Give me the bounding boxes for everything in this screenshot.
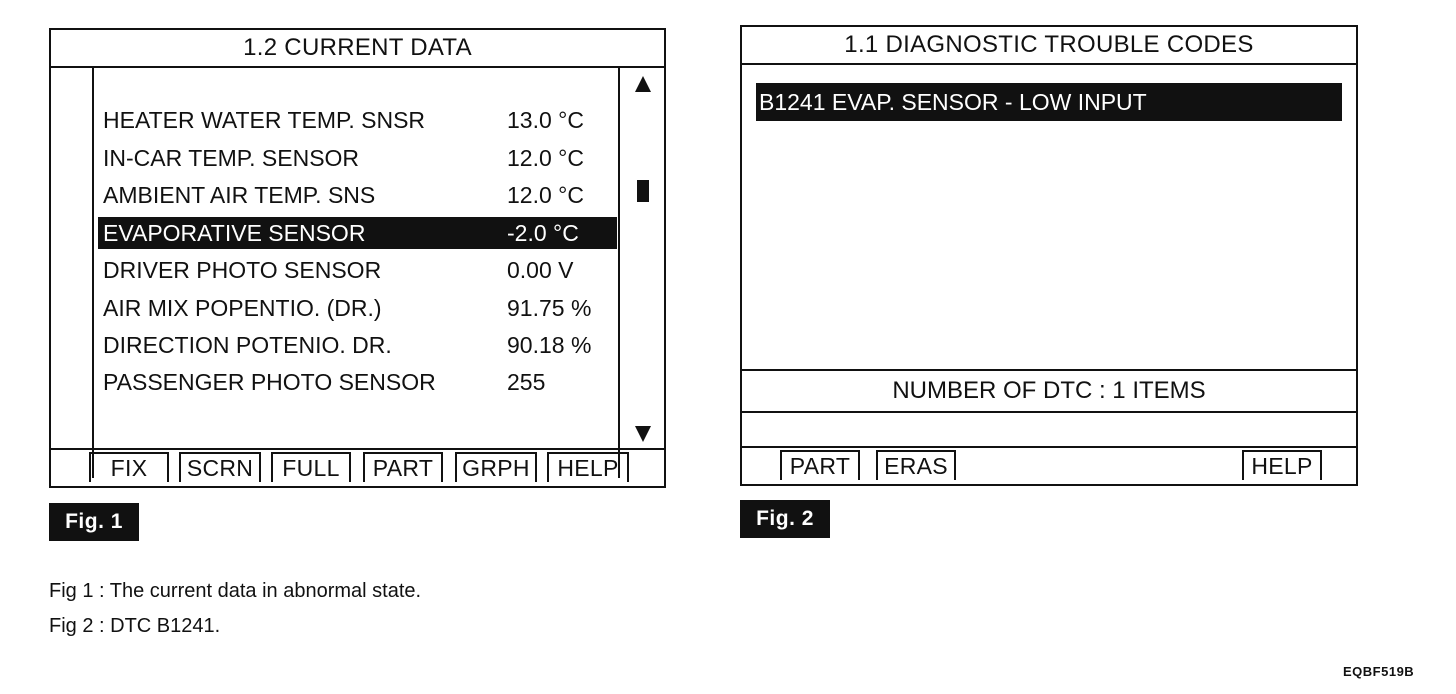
data-row-value: 0.00 V [507,257,574,283]
part-button[interactable]: PART [780,450,860,480]
scroll-up-icon[interactable] [635,76,651,92]
eras-button[interactable]: ERAS [876,450,956,480]
data-row-label: PASSENGER PHOTO SENSOR [103,369,436,395]
data-row-value: 255 [507,369,546,395]
figure-label: Fig. 1 [49,503,139,541]
fix-button[interactable]: FIX [89,452,169,482]
dtc-screen [740,25,1358,486]
document-code: EQBF519B [1343,664,1415,679]
data-row-label: EVAPORATIVE SENSOR [103,220,366,246]
data-row[interactable] [98,254,617,286]
data-row[interactable] [98,329,617,361]
current-data-title: 1.2 CURRENT DATA [51,30,664,68]
help-button[interactable]: HELP [547,452,629,482]
data-row[interactable] [98,104,617,136]
help-button[interactable]: HELP [1242,450,1322,480]
data-row[interactable] [98,179,617,211]
data-row-label: DIRECTION POTENIO. DR. [103,332,392,358]
scrollbar-thumb[interactable] [637,180,649,202]
function-button-bar [742,446,1356,484]
data-row-label: HEATER WATER TEMP. SNSR [103,107,426,133]
data-row-value: 12.0 °C [507,182,584,208]
data-row-value: -2.0 °C [507,220,579,246]
caption-fig1: Fig 1 : The current data in abnormal state. [49,580,422,602]
grph-button[interactable]: GRPH [455,452,537,482]
current-data-screen [49,28,666,488]
data-row-label: AMBIENT AIR TEMP. SNS [103,182,376,208]
data-row-label: DRIVER PHOTO SENSOR [103,257,382,283]
data-row[interactable] [98,292,617,324]
caption-fig2: Fig 2 : DTC B1241. [49,615,221,637]
scroll-down-icon[interactable] [635,426,651,442]
data-row-value: 91.75 % [507,295,592,321]
scrn-button[interactable]: SCRN [179,452,261,482]
dtc-item-selected[interactable]: B1241 EVAP. SENSOR - LOW INPUT [756,83,1342,121]
data-row-value: 12.0 °C [507,145,584,171]
data-row-label: AIR MIX POPENTIO. (DR.) [103,295,382,321]
function-button-bar [51,448,664,486]
figure-label: Fig. 2 [740,500,830,538]
dtc-list [742,63,1356,371]
data-row-selected[interactable] [98,217,617,249]
data-row-label: IN-CAR TEMP. SENSOR [103,145,360,171]
part-button[interactable]: PART [363,452,443,482]
dtc-title: 1.1 DIAGNOSTIC TROUBLE CODES [742,27,1356,65]
data-row[interactable] [98,142,617,174]
dtc-count-summary: NUMBER OF DTC : 1 ITEMS [742,371,1356,413]
data-row[interactable] [98,366,617,398]
data-row-value: 90.18 % [507,332,592,358]
current-data-list [92,66,620,478]
full-button[interactable]: FULL [271,452,351,482]
data-row-value: 13.0 °C [507,107,584,133]
